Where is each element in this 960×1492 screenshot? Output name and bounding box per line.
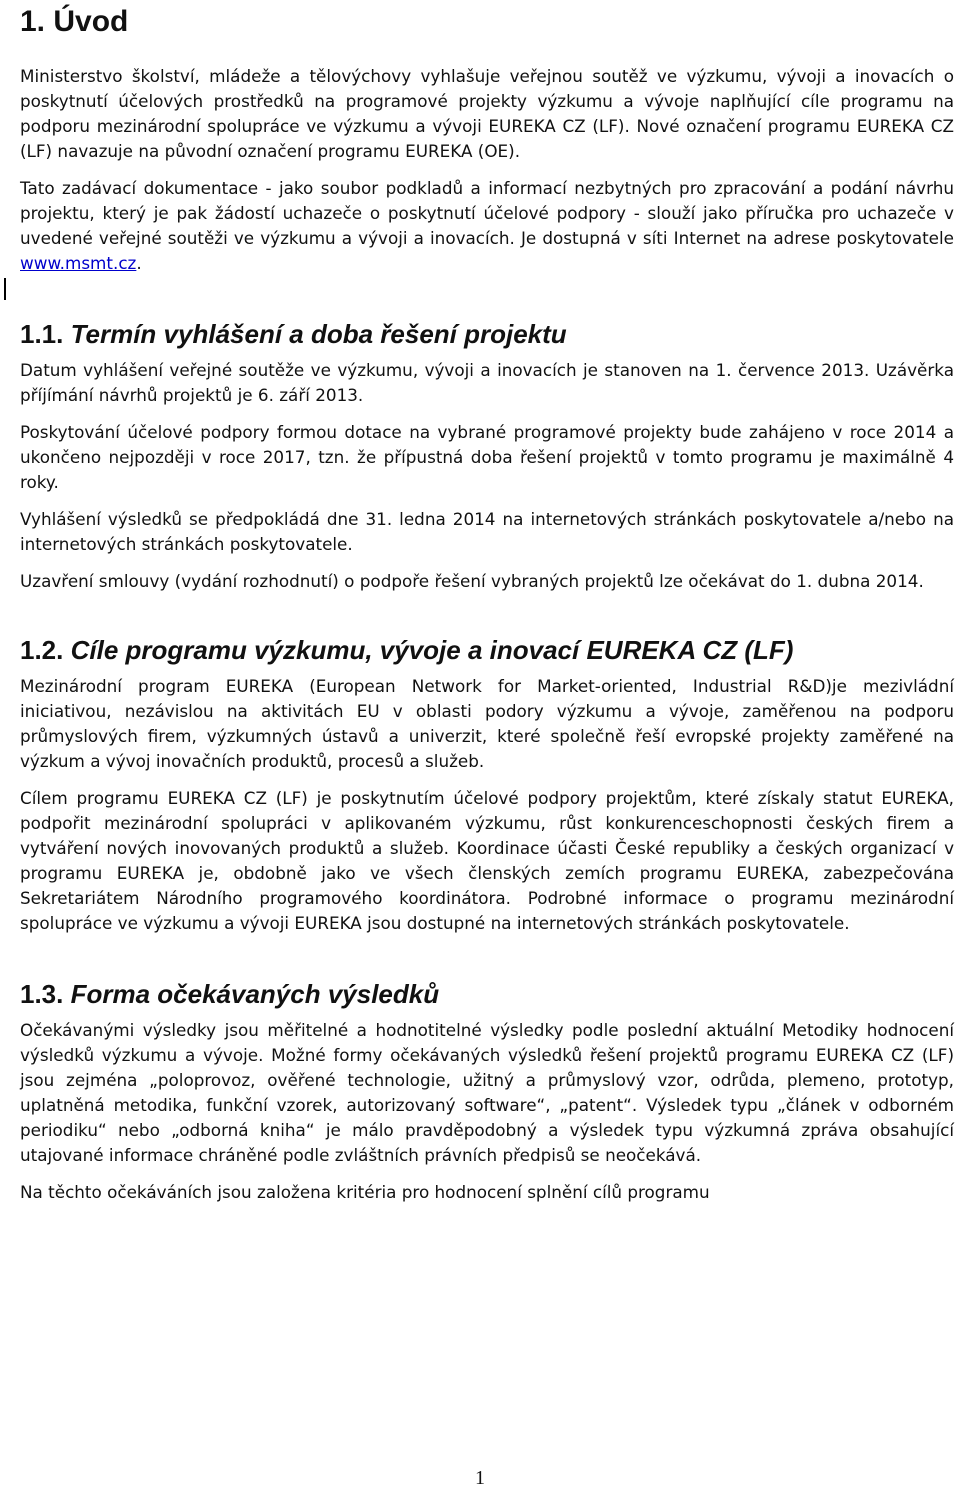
section-1-1-title: Termín vyhlášení a doba řešení projektu <box>63 319 567 349</box>
revision-change-bar <box>4 278 6 300</box>
section-1-3-number: 1.3. <box>20 979 64 1009</box>
section-1-2-number: 1.2. <box>20 635 64 665</box>
section-1-1-paragraph-3: Vyhlášení výsledků se předpokládá dne 31. ledna 2014 na internetových stránkách poskytovatele a/nebo na internetových stránkách poskytovatele. <box>20 509 954 554</box>
section-1-paragraph-2-text: Tato zadávací dokumentace - jako soubor podkladů a informací nezbytných pro zpracování a podání návrhu projektu, který je pak žádostí uchazeče o poskytnutí účelové podpory - slouží jako příručka pro uchazeče v uvedené veřejné soutěži ve výzkumu a vývoji a inovacích. Je dostupná v síti Internet na adrese poskytovatele <box>20 178 954 248</box>
section-1-1-paragraph-1: Datum vyhlášení veřejné soutěže ve výzkumu, vývoji a inovacích je stanoven na 1. července 2013. Uzávěrka příjímání návrhů projektů je 6. září 2013. <box>20 360 954 405</box>
section-1-3-paragraph-1: Očekávanými výsledky jsou měřitelné a hodnotitelné výsledky podle poslední aktuální Metodiky hodnocení výsledků výzkumu a vývoje. Možné formy očekávaných výsledků řešení projektů programu EUREKA CZ (LF) jsou zejména „poloprovoz, ověřené technologie, užitný a průmyslový vzor, odrůda, plemeno, prototyp, uplatněná metodika, funkční vzorek, autorizovaný software“, „patent“. Výsledek typu „článek v odborném periodiku“ nebo „odborná kniha“ je málo pravděpodobný a výsledek typu výzkumná zpráva obsahující utajované informace chráněné podle zvláštních právních předpisů se neočekává. <box>20 1020 954 1165</box>
section-1-2-paragraph-1: Mezinárodní program EUREKA (European Network for Market-oriented, Industrial R&D)je mezivládní iniciativou, nezávislou na aktivitách EU v oblasti podory výzkumu a vývoje, zaměřenou na podporu průmyslových firem, výzkumných ústavů a univerzit, které společně řeší evropské projekty zaměřené na výzkum a vývoj inovačních produktů, procesů a služeb. <box>20 676 954 771</box>
msmt-website-link[interactable]: www.msmt.cz <box>20 253 137 273</box>
paragraph-end-period: . <box>136 253 142 273</box>
section-1-3-title: Forma očekávaných výsledků <box>63 979 440 1009</box>
section-1-1-heading <box>20 318 954 350</box>
section-1-paragraph-1: Ministerstvo školství, mládeže a tělovýchovy vyhlašuje veřejnou soutěž ve výzkumu, vývoji a inovacích o poskytnutí účelových prostředků na programové projekty výzkumu a vývoje naplňující cíle programu na podporu mezinárodní spolupráce ve výzkumu a vývoji EUREKA CZ (LF). Nové označení programu EUREKA CZ (LF) navazuje na původní označení programu EUREKA (OE). <box>20 66 954 161</box>
section-1-2-heading <box>20 634 954 666</box>
section-1-2-paragraph-2: Cílem programu EUREKA CZ (LF) je poskytnutím účelové podpory projektům, které získaly statut EUREKA, podpořit mezinárodní spolupráci v aplikovaném výzkumu, růst konkurenceschopnosti českých firem a vytváření nových inovovaných produktů a služeb. Koordinace účasti České republiky a českých organizací v programu EUREKA je, obdobně jako ve všech členských zemích programu EUREKA, zabezpečována Sekretariátem Národního programového koordinátora. Podrobné informace o programu mezinárodní spolupráce ve výzkumu a vývoji EUREKA jsou dostupné na internetových stránkách poskytovatele. <box>20 788 954 933</box>
section-1-heading: 1. Úvod <box>20 5 129 38</box>
page-number: 1 <box>475 1467 485 1489</box>
section-1-paragraph-2 <box>20 176 954 276</box>
document-page <box>20 0 954 1217</box>
section-1-3-paragraph-2: Na těchto očekáváních jsou založena kritéria pro hodnocení splnění cílů programu <box>20 1182 710 1202</box>
section-1-2-title: Cíle programu výzkumu, vývoje a inovací EUREKA CZ (LF) <box>63 635 794 665</box>
section-1-3-heading <box>20 978 954 1010</box>
section-1-1-paragraph-4: Uzavření smlouvy (vydání rozhodnutí) o podpoře řešení vybraných projektů lze očekávat do 1. dubna 2014. <box>20 571 924 591</box>
section-1-1-paragraph-2: Poskytování účelové podpory formou dotace na vybrané programové projekty bude zahájeno v roce 2014 a ukončeno nejpozději v roce 2017, tzn. že přípustná doba řešení projektů v tomto programu je maximálně 4 roky. <box>20 422 954 492</box>
section-1-1-number: 1.1. <box>20 319 64 349</box>
